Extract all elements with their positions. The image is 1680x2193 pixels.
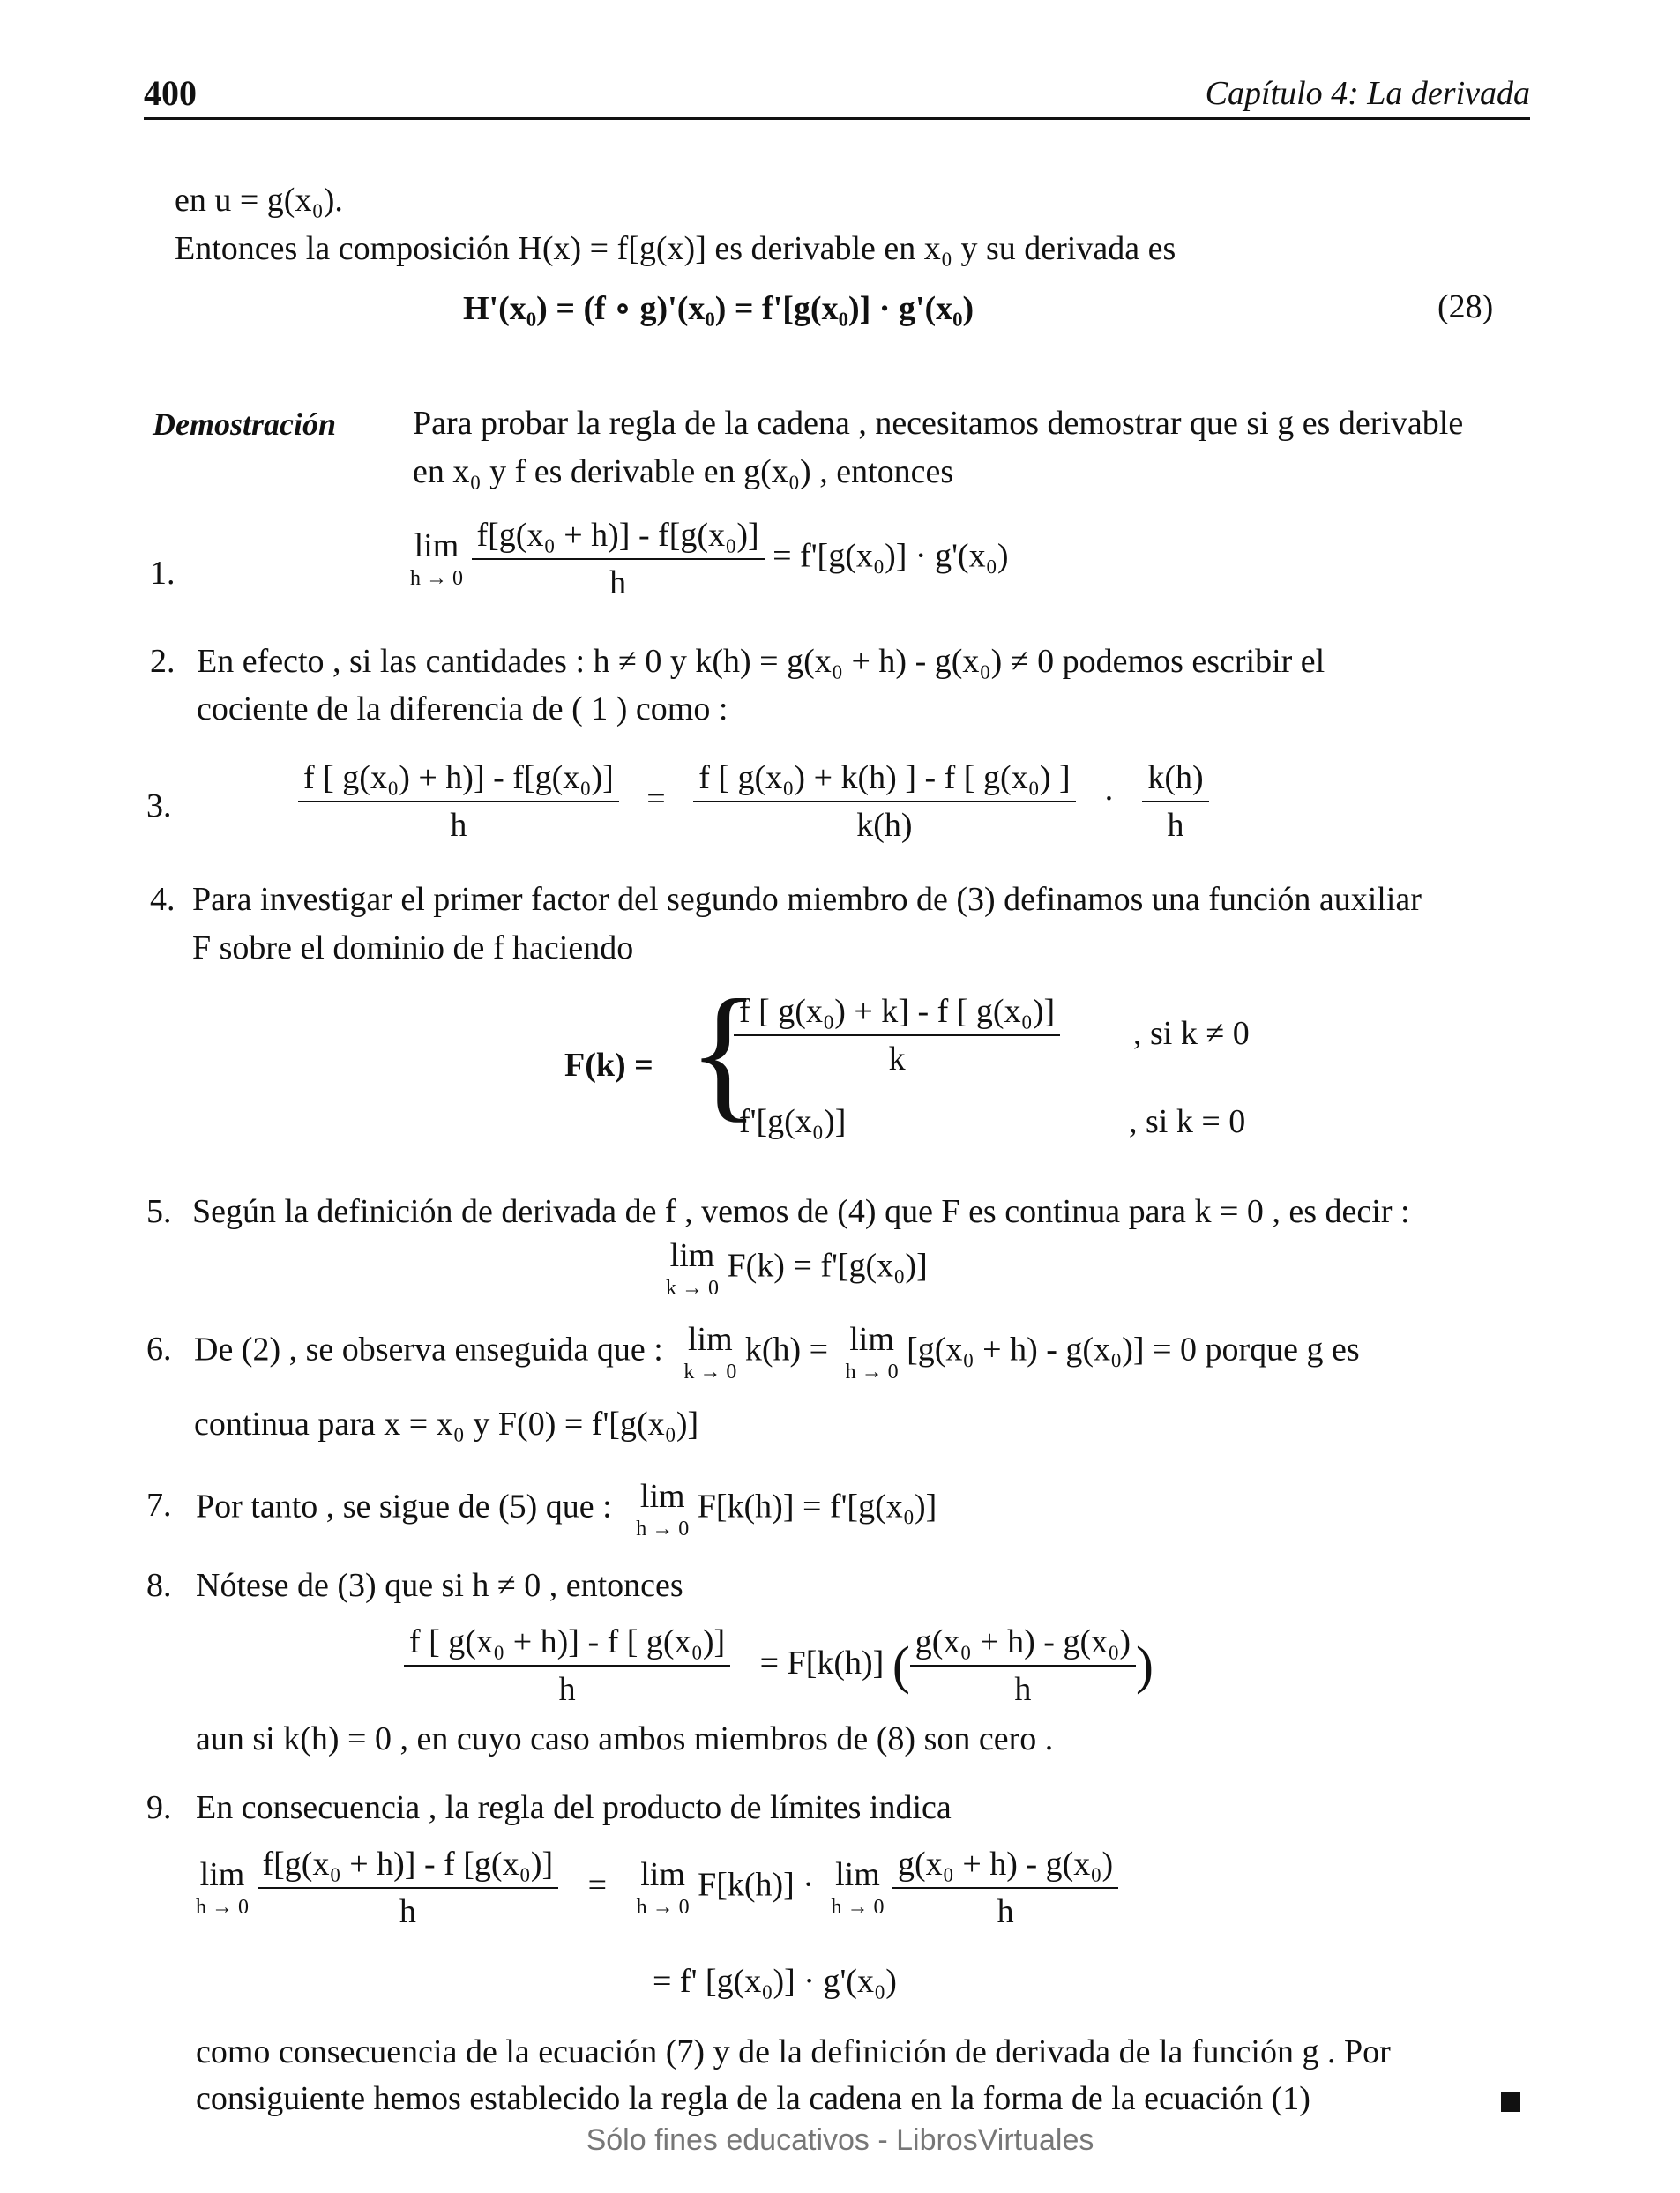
chapter-title: Capítulo 4: La derivada (1205, 75, 1530, 112)
conclusion-line-1: como consecuencia de la ecuación (7) y de la definición de derivada de la función g . Por (196, 2033, 1391, 2070)
step-5-formula: lim k → 0 F(k) = f'[g(x₀)] (666, 1237, 928, 1300)
step-9-line-1: En consecuencia , la regla del producto de límites indica (196, 1789, 952, 1826)
qed-square-icon (1501, 2092, 1520, 2112)
header-rule (144, 117, 1530, 120)
step-3-formula: $\frac{\text{f [ g(x₀) + h)] - f[g(x₀)]}}{h}$ = $\frac{\text{f [ g(x₀) + k(h) ] - f [ g(x₀) ]}}{k(h)}$ · $\frac{k(h)}{h}$ (298, 758, 1209, 845)
step-8-line-1: Nótese de (3) que si h ≠ 0 , entonces (196, 1567, 683, 1604)
proof-line-2: en x₀ y f es derivable en g(x₀) , entonces (413, 453, 954, 490)
step-6-line-1: De (2) , se observa enseguida que : lim k → 0 k(h) = lim h → 0 [g(x₀ + h) - g(x₀)] = 0 porque g es (194, 1321, 1360, 1384)
step-4-number: 4. (150, 881, 175, 918)
step-7-number: 7. (146, 1487, 172, 1524)
step-4-line-2: F sobre el dominio de f haciendo (192, 929, 634, 966)
step-8-line-2: aun si k(h) = 0 , en cuyo caso ambos miembros de (8) son cero . (196, 1720, 1054, 1757)
equation-number: (28) (1437, 288, 1494, 325)
step-1-formula (410, 516, 1008, 602)
step-6-number: 6. (146, 1331, 172, 1368)
step-3-number: 3. (146, 787, 172, 824)
case-2-value: f'[g(x₀)] (739, 1103, 847, 1140)
difference-quotient: $\frac{\text{f[g(x₀ + h)] - f[g(x₀)]}}{h}$ (472, 516, 765, 602)
step-5-line-1: Según la definición de derivada de f , vemos de (4) que F es continua para k = 0 , es decir : (192, 1193, 1410, 1230)
step-5-number: 5. (146, 1193, 172, 1230)
intro-line-1: en u = g(x₀). (175, 182, 343, 219)
step-2-line-1: En efecto , si las cantidades : h ≠ 0 y k(h) = g(x₀ + h) - g(x₀) ≠ 0 podemos escribir el (197, 643, 1325, 680)
proof-label: Demostración (153, 407, 337, 442)
quotient-1: $\frac{\text{f [ g(x₀) + h)] - f[g(x₀)]}}{h}$ (298, 758, 619, 845)
step-2-number: 2. (150, 643, 175, 680)
watermark: Sólo fines educativos - LibrosVirtuales (586, 2123, 1094, 2157)
conclusion-line-2: consiguiente hemos establecido la regla de la cadena en la forma de la ecuación (1) (196, 2080, 1310, 2117)
step-8-number: 8. (146, 1567, 172, 1604)
intro-line-2: Entonces la composición H(x) = f[g(x)] es derivable en x₀ y su derivada es (175, 230, 1176, 267)
quotient-3: $\frac{k(h)}{h}$ (1142, 758, 1208, 845)
piecewise-lhs: F(k) = (564, 1047, 653, 1084)
proof-line-1: Para probar la regla de la cadena , necesitamos demostrar que si g es derivable (413, 405, 1464, 442)
step-1-rhs: = f'[g(x₀)] · g'(x₀) (773, 537, 1009, 575)
page-number: 400 (144, 73, 197, 113)
quotient-2: $\frac{\text{f [ g(x₀) + k(h) ] - f [ g(x₀) ]}}{k(h)}$ (693, 758, 1075, 845)
case-1-fraction: $\frac{\text{f [ g(x₀) + k] - f [ g(x₀)]}}{k}$ (734, 992, 1060, 1078)
limit-operator: lim h → 0 (410, 527, 463, 590)
step-2-line-2: cociente de la diferencia de ( 1 ) como : (197, 690, 728, 727)
case-1-condition: , si k ≠ 0 (1133, 1015, 1250, 1052)
step-9-number: 9. (146, 1789, 172, 1826)
step-9-formula: lim h → 0 $\frac{\text{f[g(x₀ + h)] - f [g(x₀)]}}{h}$ = lim h → 0 F[k(h)] · lim h → 0 $\frac{\text{g(x₀ + h) - g(x₀)}}{h}$ (196, 1845, 1118, 1931)
step-7-line: Por tanto , se sigue de (5) que : lim h → 0 F[k(h)] = f'[g(x₀)] (196, 1478, 937, 1540)
step-9-result: = f' [g(x₀)] · g'(x₀) (653, 1963, 897, 2000)
step-6-line-2: continua para x = x₀ y F(0) = f'[g(x₀)] (194, 1406, 699, 1443)
step-1-number: 1. (150, 555, 175, 592)
chain-rule-formula: H'(x₀) = (f ∘ g)'(x₀) = f'[g(x₀)] · g'(x₀) (463, 290, 974, 327)
left-brace: { (688, 969, 760, 1135)
step-4-line-1: Para investigar el primer factor del segundo miembro de (3) definamos una función auxiliar (192, 881, 1422, 918)
case-2-condition: , si k = 0 (1129, 1103, 1246, 1140)
step-8-formula: $\frac{\text{f [ g(x₀ + h)] - f [ g(x₀)]}}{h}$ = F[k(h)] ( $\frac{\text{g(x₀ + h) - g(x₀)}}{h}$ ) (404, 1622, 1154, 1709)
